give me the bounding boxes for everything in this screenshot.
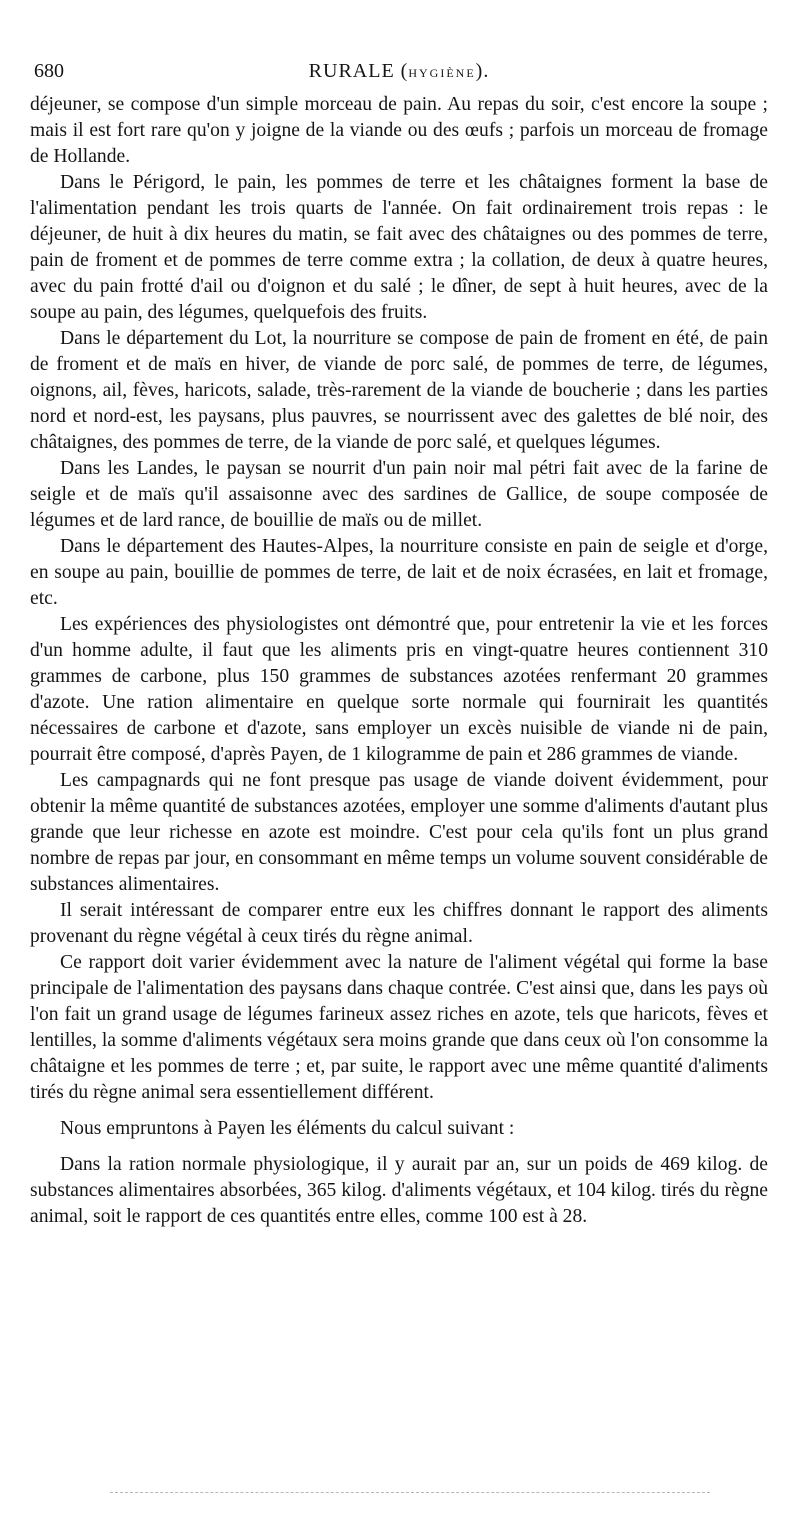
paragraph-hautes-alpes: Dans le département des Hautes-Alpes, la nourriture consiste en pain de seigle et d'orge, en soupe au pain, bouillie de pommes de terre, de lait et de noix écrasées, en lait et fromage, etc. [30, 536, 768, 609]
running-head [30, 58, 768, 92]
paragraph-payen: Nous empruntons à Payen les éléments du calcul suivant : [60, 1118, 515, 1139]
running-title [30, 60, 768, 83]
paragraph-campagnards: Les campagnards qui ne font presque pas usage de viande doivent évidemment, pour obtenir la même quantité de substances azotées, employer une somme d'aliments d'autant plus grande que leur richesse en azote est moindre. C'est pour cela qu'ils font un plus grand nombre de repas par jour, en consommant en même temps un volume souvent considérable de substances alimentaires. [30, 770, 768, 895]
paragraph-landes: Dans les Landes, le paysan se nourrit d'un pain noir mal pétri fait avec de la farine de seigle et de maïs qu'il assaisonne avec des sardines de Gallice, de soupe composée de légumes et de lard rance, de bouillie de maïs ou de millet. [30, 458, 768, 531]
running-title-main: RURALE ( [308, 60, 409, 82]
paragraph-ration: Dans la ration normale physiologique, il y aurait par an, sur un poids de 469 kilog. de substances alimentaires absorbées, 365 kilog. d'aliments végétaux, et 104 kilog. tirés du règne animal, soit le rapport de ces quantités entre elles, comme 100 est à 28. [30, 1154, 768, 1227]
page [30, 58, 768, 1230]
running-title-end: ). [475, 60, 490, 82]
paragraph-comparer: Il serait intéressant de comparer entre eux les chiffres donnant le rapport des aliments provenant du règne végétal à ceux tirés du règne animal. [30, 900, 768, 947]
running-title-sub: HYGIÈNE [408, 66, 476, 80]
footer-rule [110, 1492, 710, 1493]
page-number: 680 [34, 60, 64, 82]
paragraph-continued: déjeuner, se compose d'un simple morceau de pain. Au repas du soir, c'est encore la soupe ; mais il est fort rare qu'on y joigne de la viande ou des œufs ; parfois un morceau de fromage de Hollande. [30, 94, 768, 167]
paragraph-lot: Dans le département du Lot, la nourriture se compose de pain de froment en été, de pain de froment et de maïs en hiver, de viande de porc salé, de pommes de terre, de légumes, oignons, ail, fèves, haricots, salade, très-rarement de la viande de boucherie ; dans les parties nord et nord-est, les paysans, plus pauvres, se nourrissent avec des galettes de blé noir, des châtaignes, des pommes de terre, de la viande de porc salé, et quelques légumes. [30, 328, 768, 453]
paragraph-perigord: Dans le Périgord, le pain, les pommes de terre et les châtaignes forment la base de l'alimentation pendant les trois quarts de l'année. On fait ordinairement trois repas : le déjeuner, de huit à dix heures du matin, se fait avec des châtaignes ou des pommes de terre, pain de froment et de pommes de terre comme extra ; la collation, de deux à quatre heures, avec du pain frotté d'ail ou d'oignon et du salé ; le dîner, de sept à huit heures, avec de la soupe au pain, des légumes, quelquefois des fruits. [30, 172, 768, 323]
body-text [30, 92, 768, 1230]
paragraph-rapport: Ce rapport doit varier évidemment avec la nature de l'aliment végétal qui forme la base principale de l'alimentation des paysans dans chaque contrée. C'est ainsi que, dans les pays où l'on fait un grand usage de légumes farineux assez riches en azote, tels que haricots, fèves et lentilles, la somme d'aliments végétaux sera moins grande que dans ceux où l'on consomme la châtaigne et les pommes de terre ; et, par suite, le rapport avec une même quantité d'aliments tirés du règne animal sera essentiellement différent. [30, 952, 768, 1103]
paragraph-physiologistes: Les expériences des physiologistes ont démontré que, pour entretenir la vie et les forces d'un homme adulte, il faut que les aliments pris en vingt-quatre heures contiennent 310 grammes de carbone, plus 150 grammes de substances azotées renfermant 20 grammes d'azote. Une ration alimentaire en quelque sorte normale qui fournirait les quantités nécessaires de carbone et d'azote, sans employer un excès nuisible de viande ni de pain, pourrait être composé, d'après Payen, de 1 kilogramme de pain et 286 grammes de viande. [30, 614, 768, 765]
